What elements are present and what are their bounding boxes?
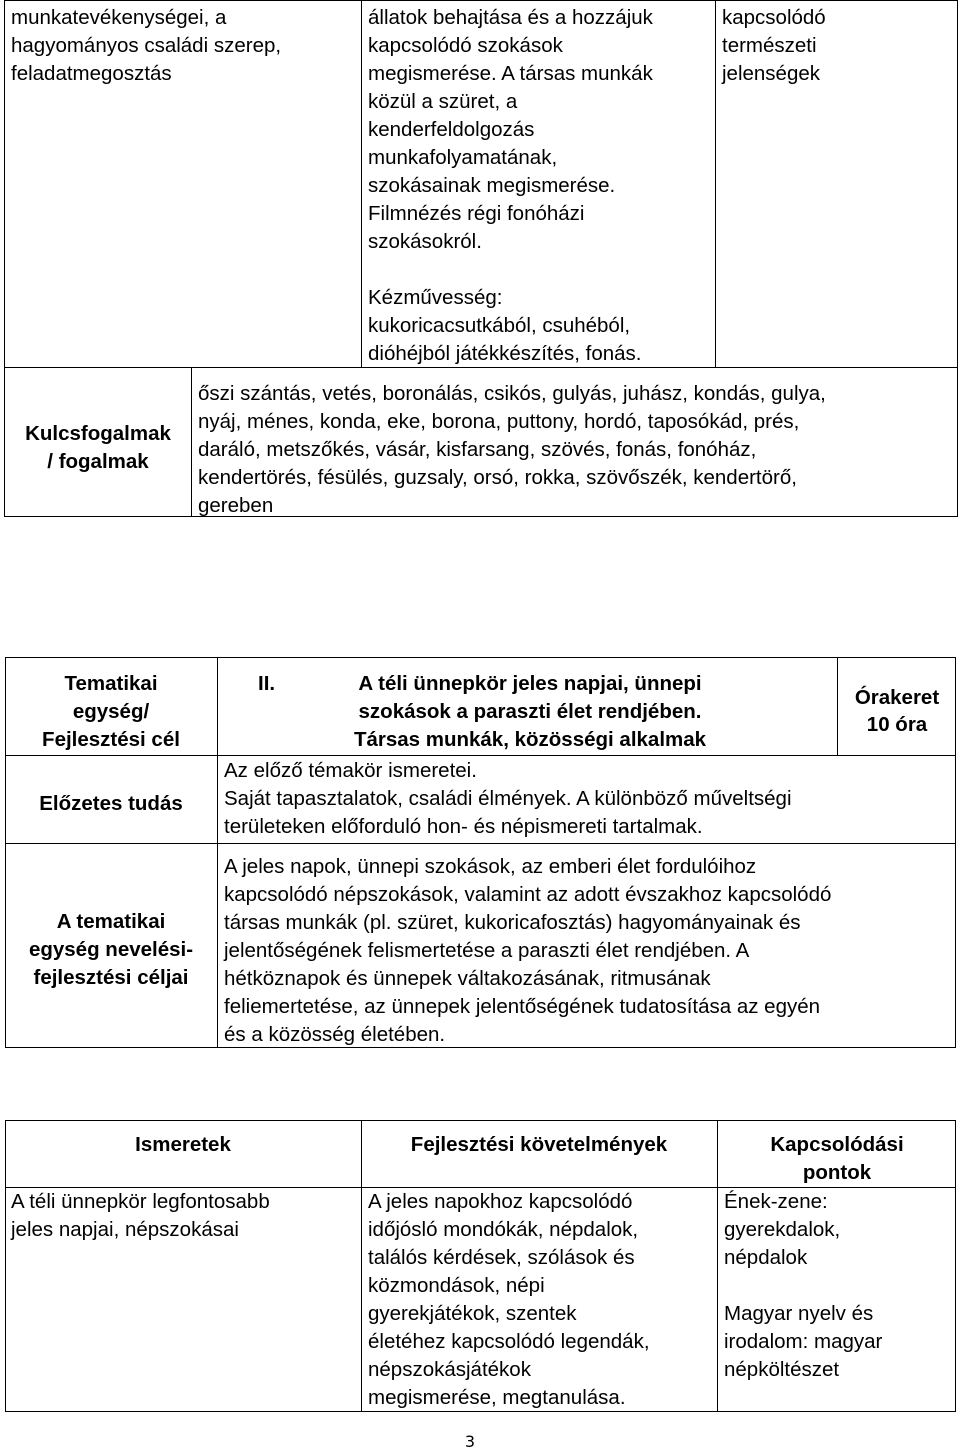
top-table-edge: [4, 0, 958, 1]
craft-text: Kézművesség: kukoricacsutkából, csuhéból, dióhéjból játékkészítés, fonás.: [368, 286, 642, 365]
table-line: [957, 0, 958, 516]
activity-text: munkatevékenységei, a hagyományos családi szerep, feladatmegosztás: [11, 6, 282, 85]
connections-text-music: Ének-zene: gyerekdalok, népdalok: [724, 1190, 841, 1269]
table-line: [837, 657, 838, 755]
connection-text: kapcsolódó természeti jelenségek: [722, 6, 826, 85]
table-line: [717, 1120, 718, 1412]
table-line: [4, 0, 5, 516]
prior-text: Az előző témakör ismeretei. Saját tapasztalatok, családi élmények. A különböző műveltségi területeken előforduló hon- és népismereti tartalmak.: [224, 759, 792, 838]
table-line: [361, 1120, 362, 1412]
goals-label: A tematikai egység nevelési- fejlesztési céljai: [28, 910, 194, 989]
table-line: [361, 0, 362, 367]
table-line: [5, 755, 956, 756]
table-line: [5, 843, 956, 844]
header-requirements: Fejlesztési követelmények: [410, 1133, 668, 1156]
page-number: 3: [464, 1432, 476, 1451]
table-line: [217, 657, 218, 1048]
table-line: [715, 0, 716, 367]
theme-title: A téli ünnepkör jeles napjai, ünnepi szokások a paraszti élet rendjében. Társas munkák, közösségi alkalmak: [353, 672, 707, 751]
knowledge-text: A téli ünnepkör legfontosabb jeles napjai, népszokásai: [11, 1190, 270, 1241]
hours-value: 10 óra: [866, 713, 928, 736]
content-text: állatok behajtása és a hozzájuk kapcsolódó szokások megismerése. A társas munkák közül a szüret, a kenderfeldolgozás munkafolyamatának, szokásainak megismerése. Filmnézés régi fonóházi szokásokról.: [368, 6, 653, 253]
keywords-label: Kulcsfogalmak / fogalmak: [25, 422, 171, 473]
connections-text-literature: Magyar nyelv és irodalom: magyar népköltészet: [724, 1302, 883, 1381]
keywords-text: őszi szántás, vetés, boronálás, csikós, gulyás, juhász, kondás, gulya, nyáj, ménes, konda, eke, borona, puttony, hordó, taposókád, prés, daráló, metszőkés, vásár, kisfarsang, szövés, fonás, fonóház, kendertörés, fésülés, guzsaly, orsó, rokka, szövőszék, kendertörő, gereben: [198, 382, 826, 517]
header-connections: Kapcsolódási pontok: [770, 1133, 904, 1184]
header-knowledge: Ismeretek: [135, 1133, 231, 1156]
theme-number: II.: [258, 672, 276, 695]
goals-text: A jeles napok, ünnepi szokások, az emberi élet fordulóihoz kapcsolódó népszokások, valamint az adott évszakhoz kapcsolódó társas munkák (pl. szüret, kukoricafosztás) hagyományainak és jelentőségének felismertetése a paraszti élet rendjében. A hétköznapok és ünnepek váltakozásának, ritmusának feliemertetése, az ünnepek jelentőségének tudatosítása az egyén és a közösség életében.: [224, 855, 832, 1046]
table-line: [191, 367, 192, 516]
hours-label: Órakeret: [854, 686, 940, 709]
requirements-text: A jeles napokhoz kapcsolódó időjósló mondókák, népdalok, találós kérdések, szólások és közmondások, népi gyerekjátékok, szentek életéhez kapcsolódó legendák, népszokásjátékok megismerése, megtanulása.: [368, 1190, 650, 1409]
theme-label: Tematikai egység/ Fejlesztési cél: [42, 672, 180, 751]
prior-label: Előzetes tudás: [39, 792, 183, 815]
